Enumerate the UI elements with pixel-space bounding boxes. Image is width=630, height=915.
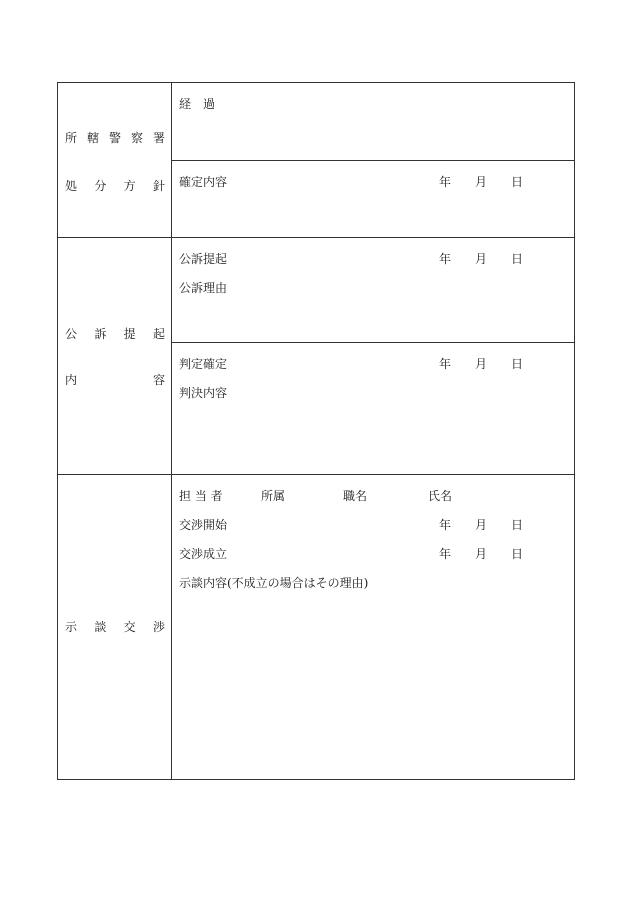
verdict-year-label: 年 — [439, 357, 452, 371]
progress-label: 経 過 — [179, 97, 216, 111]
confirmed-year-label: 年 — [439, 175, 452, 189]
person-in-charge-label: 担 当 者 — [179, 489, 223, 503]
settlement-details-label: 示談内容(不成立の場合はその理由) — [179, 576, 369, 590]
prosecution-label-line2 — [65, 373, 165, 387]
label-char: 針 — [152, 179, 165, 193]
concluded-month-label: 月 — [475, 547, 488, 561]
label-char: 示 — [65, 620, 78, 634]
label-char: 内 — [65, 373, 78, 387]
negotiation-start-label: 交渉開始 — [179, 518, 228, 532]
judgment-content-label: 判決内容 — [179, 386, 228, 400]
negotiation-concluded-label: 交渉成立 — [179, 547, 228, 561]
label-char: 分 — [94, 179, 107, 193]
verdict-day-label: 日 — [511, 357, 524, 371]
start-year-label: 年 — [439, 518, 452, 532]
label-char: 提 — [123, 327, 136, 341]
indictment-reason-label: 公訴理由 — [179, 281, 228, 295]
confirmed-content-label: 確定内容 — [179, 175, 228, 189]
label-char: 訴 — [94, 327, 107, 341]
label-char: 起 — [152, 327, 165, 341]
filing-day-label: 日 — [511, 252, 524, 266]
section-divider-police — [58, 237, 574, 238]
name-label: 氏名 — [428, 489, 453, 503]
label-char: 轄 — [86, 131, 99, 145]
label-char: 渉 — [152, 620, 165, 634]
police-label-line2 — [65, 179, 165, 193]
label-char: 警 — [108, 131, 121, 145]
start-day-label: 日 — [511, 518, 524, 532]
verdict-finalized-label: 判定確定 — [179, 357, 228, 371]
filing-year-label: 年 — [439, 252, 452, 266]
start-month-label: 月 — [475, 518, 488, 532]
label-char: 方 — [123, 179, 136, 193]
affiliation-label: 所属 — [261, 489, 286, 503]
row-divider-prosecution — [171, 342, 574, 343]
label-char: 処 — [65, 179, 78, 193]
settlement-label-line1 — [65, 620, 165, 634]
indictment-filing-label: 公訴提起 — [179, 252, 228, 266]
concluded-year-label: 年 — [439, 547, 452, 561]
confirmed-day-label: 日 — [511, 175, 524, 189]
police-label-line1 — [65, 131, 165, 145]
label-column-divider — [171, 83, 172, 779]
label-char: 署 — [152, 131, 165, 145]
label-char: 談 — [94, 620, 107, 634]
label-char: 公 — [65, 327, 78, 341]
label-char: 容 — [152, 373, 165, 387]
filing-month-label: 月 — [475, 252, 488, 266]
section-divider-prosecution — [58, 474, 574, 475]
prosecution-label-line1 — [65, 327, 165, 341]
row-divider-progress — [171, 160, 574, 161]
report-form-table — [57, 82, 575, 780]
verdict-month-label: 月 — [475, 357, 488, 371]
label-char: 察 — [130, 131, 143, 145]
label-char: 交 — [123, 620, 136, 634]
label-char: 所 — [65, 131, 78, 145]
position-label: 職名 — [343, 489, 368, 503]
confirmed-month-label: 月 — [475, 175, 488, 189]
concluded-day-label: 日 — [511, 547, 524, 561]
